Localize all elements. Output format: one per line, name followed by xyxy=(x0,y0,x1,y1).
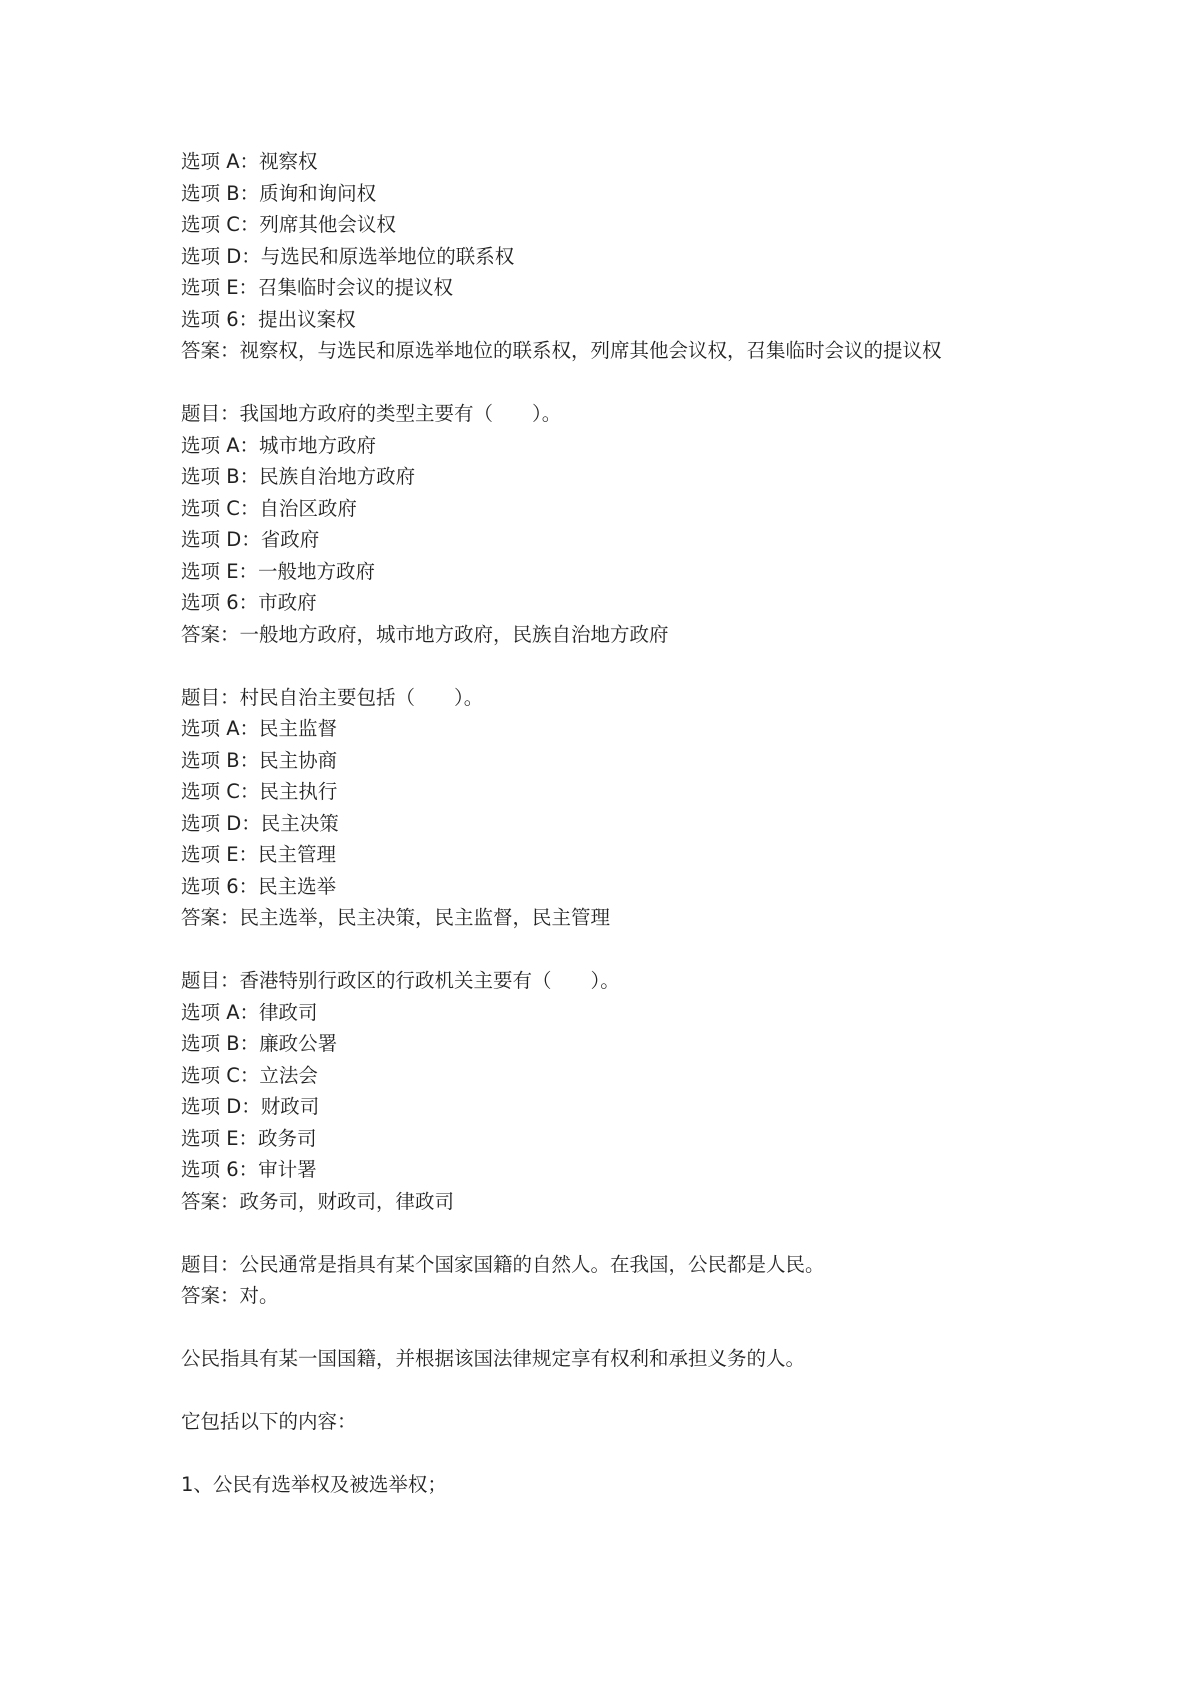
option-d: 选项 D：省政府 xyxy=(181,528,320,551)
option-6: 选项 6：民主选举 xyxy=(181,874,337,898)
question-title: 题目：我国地方政府的类型主要有（ ）。 xyxy=(181,402,562,425)
option-c: 选项 C：民主执行 xyxy=(181,780,338,803)
option-b: 选项 B：民主协商 xyxy=(181,748,338,772)
question-title: 题目：公民通常是指具有某个国家国籍的自然人。在我国，公民都是人民。 xyxy=(181,1252,825,1276)
option-e: 选项 E：政务司 xyxy=(181,1126,317,1150)
answer: 答案：视察权，与选民和原选举地位的联系权，列席其他会议权，召集临时会议的提议权 xyxy=(181,339,942,362)
explanation-paragraph-1: 公民指具有某一国国籍，并根据该国法律规定享有权利和承担义务的人。 xyxy=(181,1347,806,1370)
answer: 答案：对。 xyxy=(181,1284,279,1307)
option-d: 选项 D：民主决策 xyxy=(181,811,339,835)
document-content xyxy=(181,146,1081,1501)
spacer xyxy=(181,1217,1081,1249)
question-block-2 xyxy=(181,398,1081,650)
option-d: 选项 D：与选民和原选举地位的联系权 xyxy=(181,244,515,268)
spacer xyxy=(181,1312,1081,1344)
option-d: 选项 D：财政司 xyxy=(181,1095,320,1118)
option-c: 选项 C：列席其他会议权 xyxy=(181,213,396,236)
option-b: 选项 B：廉政公署 xyxy=(181,1032,338,1055)
question-title: 题目：香港特别行政区的行政机关主要有（ ）。 xyxy=(181,969,620,992)
answer: 答案：政务司，财政司，律政司 xyxy=(181,1189,455,1213)
spacer xyxy=(181,650,1081,682)
question-block-3 xyxy=(181,682,1081,934)
answer: 答案：民主选举，民主决策，民主监督，民主管理 xyxy=(181,906,611,929)
option-6: 选项 6：市政府 xyxy=(181,591,317,614)
spacer xyxy=(181,1375,1081,1407)
question-block-4 xyxy=(181,965,1081,1217)
option-a: 选项 A：城市地方政府 xyxy=(181,433,377,457)
spacer xyxy=(181,1438,1081,1470)
option-e: 选项 E：召集临时会议的提议权 xyxy=(181,276,454,299)
option-a: 选项 A：视察权 xyxy=(181,150,318,173)
option-6: 选项 6：提出议案权 xyxy=(181,307,356,331)
question-block-1 xyxy=(181,146,1081,367)
explanation-paragraph-2: 它包括以下的内容： xyxy=(181,1410,357,1433)
spacer xyxy=(181,934,1081,966)
option-e: 选项 E：民主管理 xyxy=(181,843,337,866)
option-b: 选项 B：质询和询问权 xyxy=(181,181,377,205)
option-c: 选项 C：自治区政府 xyxy=(181,496,357,520)
option-6: 选项 6：审计署 xyxy=(181,1158,317,1181)
option-a: 选项 A：民主监督 xyxy=(181,717,338,740)
question-block-5 xyxy=(181,1249,1081,1312)
option-a: 选项 A：律政司 xyxy=(181,1000,318,1024)
question-title: 题目：村民自治主要包括（ ）。 xyxy=(181,685,484,709)
answer: 答案：一般地方政府，城市地方政府，民族自治地方政府 xyxy=(181,622,669,646)
explanation-paragraph-3: 1、公民有选举权及被选举权； xyxy=(181,1473,447,1496)
option-c: 选项 C：立法会 xyxy=(181,1063,318,1087)
option-e: 选项 E：一般地方政府 xyxy=(181,559,376,583)
spacer xyxy=(181,367,1081,399)
option-b: 选项 B：民族自治地方政府 xyxy=(181,465,416,488)
